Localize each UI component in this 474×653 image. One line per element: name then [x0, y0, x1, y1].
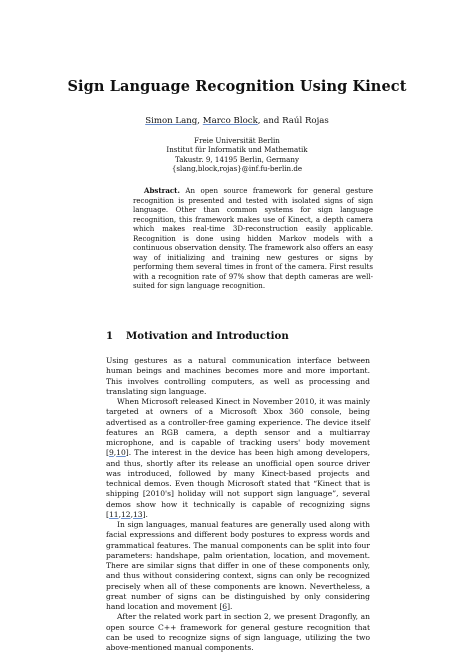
affiliation-institute: Institut für Informatik und Mathematik	[166, 145, 308, 155]
paper-title: Sign Language Recognition Using Kinect	[67, 78, 407, 95]
paragraph-2	[106, 397, 370, 520]
paragraph-3-text-a: In sign languages, manual features are generally used along with facial expressions and different body postures to express words and grammatical features. The manual components can be split into four parameters: handshape, palm orientation, location, and movement. There are similar signs that differ in one of these components only, and thus without considering context, signs can only be recognized precisely when all of these components are known. Nevertheless, a great number of signs can be distinguished by only considering hand location and movement [	[106, 520, 370, 611]
author-separator: ,	[197, 116, 203, 126]
paragraph-2-text-a: When Microsoft released Kinect in November 2010, it was mainly targeted at owners of a Microsoft Xbox 360 console, being advertised as a controller-free gaming experience. The device itself features an RGB camera, a depth sensor and a multiarray microphone, and is capable of tracking users' body movement [	[106, 397, 370, 458]
paragraph-1: Using gestures as a natural communication interface between human beings and machines becomes more and more important. This involves controlling computers, as well as processing and translating sign language.	[106, 356, 370, 396]
citation-separator: ,	[113, 448, 117, 458]
citation-separator: ,	[118, 509, 121, 519]
affiliation-email: {slang,block,rojas}@inf.fu-berlin.de	[171, 164, 303, 174]
citation-link[interactable]: 13	[132, 509, 143, 519]
author-link-block[interactable]: Marco Block	[202, 116, 258, 126]
citation-link[interactable]: 10	[116, 448, 126, 458]
abstract	[133, 186, 373, 291]
affiliation-block	[0, 136, 474, 174]
paragraph-3-text-b: ].	[227, 602, 233, 611]
section-body	[106, 356, 370, 653]
author-link-lang[interactable]: Simon Lang	[145, 116, 198, 126]
citation-separator: ,	[130, 509, 133, 519]
affiliation-address: Takustr. 9, 14195 Berlin, Germany	[175, 154, 299, 164]
citation-link[interactable]: 11	[108, 509, 119, 519]
author-separator-and: , and	[257, 116, 283, 126]
section-title: Motivation and Introduction	[126, 330, 289, 342]
section-heading	[106, 330, 289, 342]
abstract-label: Abstract.	[144, 186, 180, 195]
citation-link[interactable]: 6	[222, 602, 228, 611]
paragraph-2-text-b: ]. The interest in the device has been high among developers, and thus, shortly after its release an unofficial open source driver was introduced, followed by many Kinect-based projects and technical demos. Even though Microsoft stated that “Kinect that is shipping [2010's] holiday will not support sign language”, several demos show how it technically is capable of recognizing signs [	[106, 448, 370, 519]
paragraph-4: After the related work part in section 2, we present Dragonfly, an open source C++ framework for general gesture recognition that can be used to recognize signs of sign language, utilizing the two above-mentioned manual components.	[106, 612, 370, 652]
section-number: 1	[106, 330, 114, 342]
paragraph-3	[106, 520, 370, 612]
author-list	[0, 116, 474, 126]
abstract-text: An open source framework for general gesture recognition is presented and tested with isolated signs of sign language. Other than common systems for sign language recognition, this framework makes use of Kinect, a depth camera which makes real-time 3D-reconstruction easily applicable. Recognition is done using hidden Markov models with a continuous observation density. The framework also offers an easy way of initializing and training new gestures or signs by performing them several times in front of the camera. First results with a recognition rate of 97% show that depth cameras are well-suited for sign language recognition.	[133, 186, 373, 291]
citation-link[interactable]: 9	[108, 448, 114, 458]
paragraph-2-text-c: ].	[142, 509, 148, 519]
author-rojas: Raúl Rojas	[282, 116, 329, 126]
affiliation-university: Freie Universität Berlin	[194, 136, 280, 145]
citation-link[interactable]: 12	[120, 509, 131, 519]
